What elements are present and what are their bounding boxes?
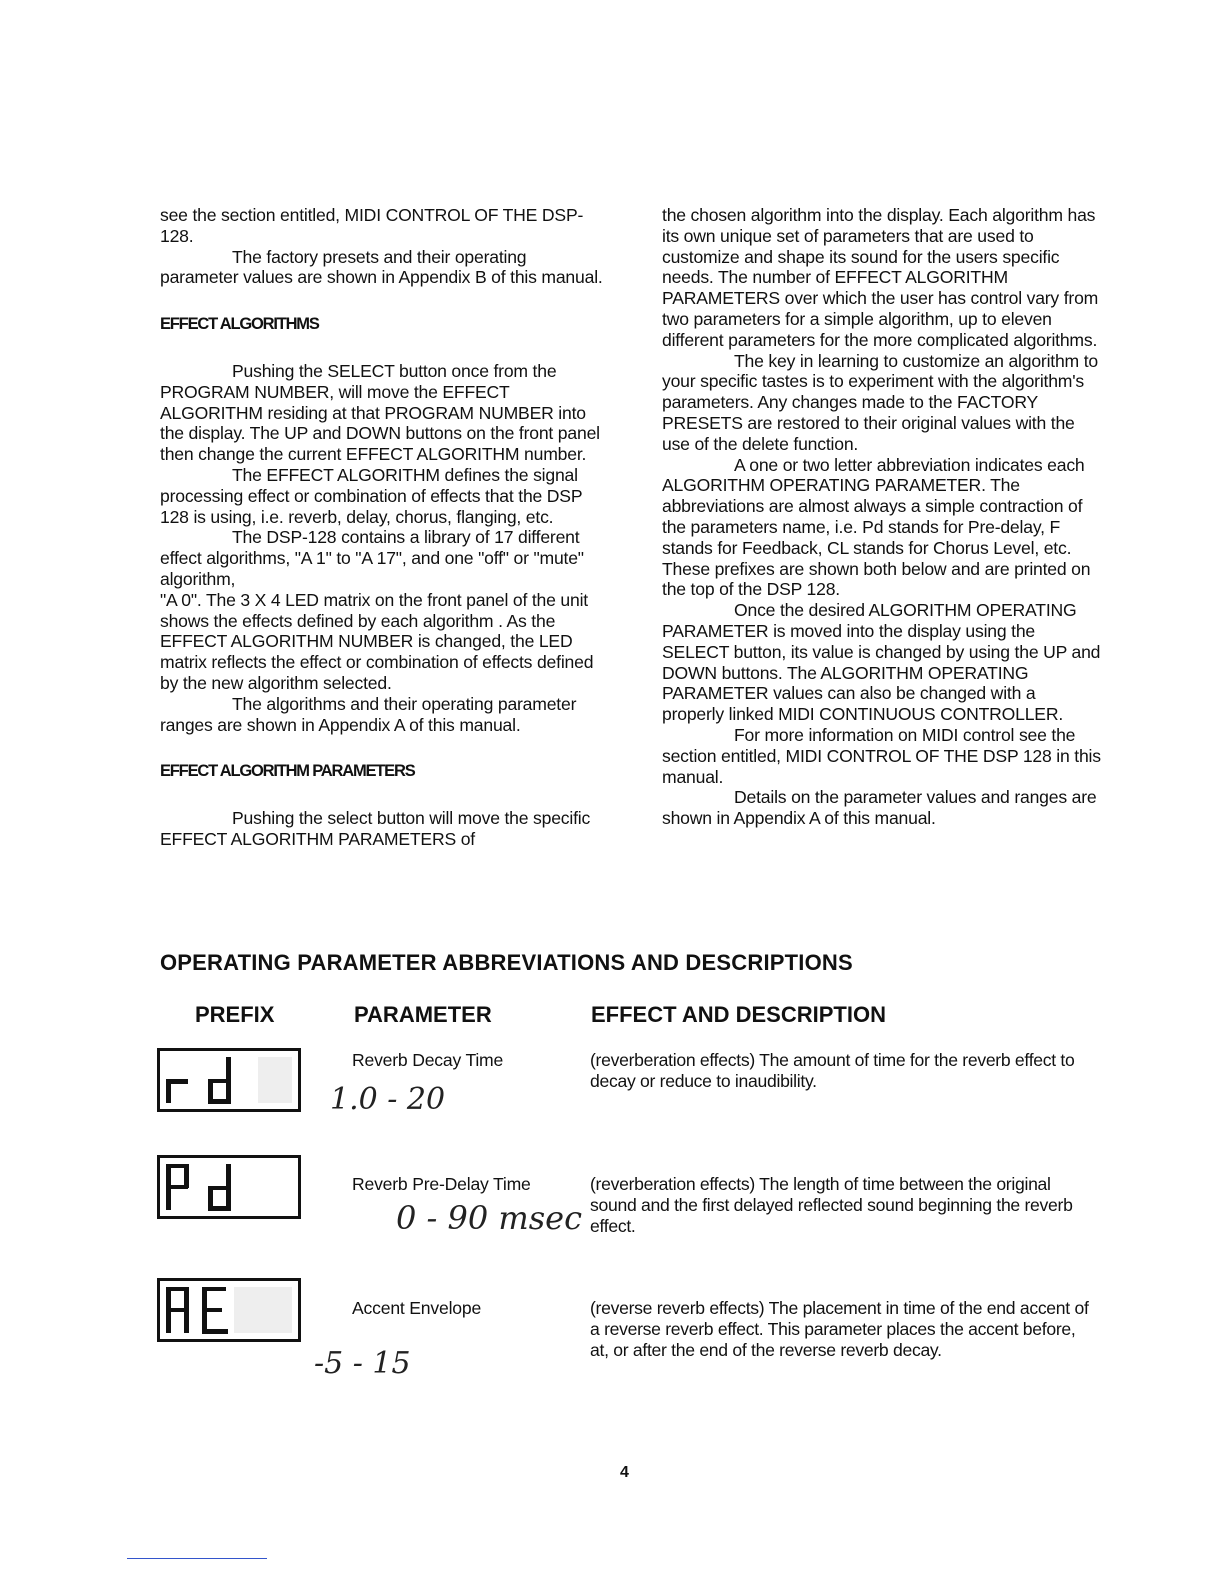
header-prefix: PREFIX — [195, 1002, 275, 1027]
right-paragraph-4: Once the desired ALGORITHM OPERATING PARAMETER is moved into the display using the SELECT button, its value is changed by using the UP and DOWN buttons. The ALGORITHM OPERATING PARAMETER values can also be changed with a properly linked MIDI CONTINUOUS CONTROLLER. — [662, 600, 1101, 725]
led-digits-rd-icon — [160, 1051, 298, 1109]
right-paragraph-2: The key in learning to customize an algorithm to your specific tastes is to experiment with the algorithm's parameters. Any changes made to the FACTORY PRESETS are restored to their original values with the use of the delete function. — [662, 350, 1098, 454]
handwritten-range: -5 - 15 — [314, 1346, 411, 1381]
led-digits-pd-icon — [160, 1158, 298, 1216]
header-effect-description: EFFECT AND DESCRIPTION — [591, 1002, 886, 1027]
section-title: OPERATING PARAMETER ABBREVIATIONS AND DESCRIPTIONS — [160, 950, 853, 975]
parameter-description: (reverse reverb effects) The placement in time of the end accent of a reverse reverb effect. This parameter places the accent before, at, or after the end of the reverse reverb decay. — [590, 1298, 1089, 1360]
parameter-name: Reverb Pre-Delay Time — [352, 1174, 531, 1194]
left-paragraph-6: The algorithms and their operating parameter ranges are shown in Appendix A of this manual. — [160, 693, 577, 735]
parameter-name: Reverb Decay Time — [352, 1050, 504, 1070]
left-paragraph-1: see the section entitled, MIDI CONTROL OF THE DSP-128. — [160, 205, 584, 246]
left-paragraph-3: Pushing the SELECT button once from the PROGRAM NUMBER, will move the EFFECT ALGORITHM residing at that PROGRAM NUMBER into the display. The UP and DOWN buttons on the front panel then change the current EFFECT ALGORITHM number. — [160, 360, 600, 465]
footer-rule — [127, 1558, 267, 1559]
heading-effect-algorithm-parameters: EFFECT ALGORITHM PARAMETERS — [160, 762, 415, 781]
led-display-pd — [157, 1155, 301, 1219]
right-paragraph-6: Details on the parameter values and ranges are shown in Appendix A of this manual. — [662, 787, 1097, 829]
left-column — [160, 205, 605, 850]
right-paragraph-3: A one or two letter abbreviation indicates each ALGORITHM OPERATING PARAMETER. The abbreviations are almost always a simple contraction of the parameters name, i.e. Pd stands for Pre-delay, F stands for Feedback, CL stands for Chorus Level, etc. These prefixes are shown both below and are printed on the top of the DSP 128. — [662, 454, 1091, 600]
left-paragraph-5b: "A 0". The 3 X 4 LED matrix on the front panel of the unit shows the effects defined by each algorithm . As the EFFECT ALGORITHM NUMBER is changed, the LED matrix reflects the effect or combination of effects defined by the new algorithm selected. — [160, 589, 594, 693]
right-column — [662, 205, 1102, 829]
left-paragraph-2: The factory presets and their operating parameter values are shown in Appendix B of this manual. — [160, 246, 603, 288]
handwritten-range: 0 - 90 msec — [396, 1199, 583, 1237]
parameter-description: (reverberation effects) The amount of time for the reverb effect to decay or reduce to inaudibility. — [590, 1050, 1075, 1091]
header-parameter: PARAMETER — [354, 1002, 492, 1027]
led-display-rd — [157, 1048, 301, 1112]
left-paragraph-7: Pushing the select button will move the specific EFFECT ALGORITHM PARAMETERS of — [160, 808, 591, 849]
parameter-name: Accent Envelope — [352, 1298, 482, 1318]
left-paragraph-5a: The DSP-128 contains a library of 17 different effect algorithms, "A 1" to "A 17", and one "off" or "mute" algorithm, — [160, 527, 584, 589]
page-number: 4 — [620, 1464, 629, 1481]
led-digits-ae-icon — [160, 1281, 298, 1339]
heading-effect-algorithms: EFFECT ALGORITHMS — [160, 315, 319, 334]
led-display-ae — [157, 1278, 301, 1342]
right-paragraph-1: the chosen algorithm into the display. Each algorithm has its own unique set of parameters that are used to customize and shape its sound for the users specific needs. The number of EFFECT ALGORITHM PARAMETERS over which the user has control vary from two parameters for a simple algorithm, up to eleven different parameters for the more complicated algorithms. — [662, 205, 1099, 350]
right-paragraph-5: For more information on MIDI control see the section entitled, MIDI CONTROL OF THE DSP 128 in this manual. — [662, 724, 1101, 787]
parameter-description: (reverberation effects) The length of time between the original sound and the first delayed reflected sound beginning the reverb effect. — [590, 1174, 1073, 1236]
left-paragraph-4: The EFFECT ALGORITHM defines the signal processing effect or combination of effects that the DSP 128 is using, i.e. reverb, delay, chorus, flanging, etc. — [160, 464, 583, 527]
handwritten-range: 1.0 - 20 — [330, 1082, 446, 1117]
